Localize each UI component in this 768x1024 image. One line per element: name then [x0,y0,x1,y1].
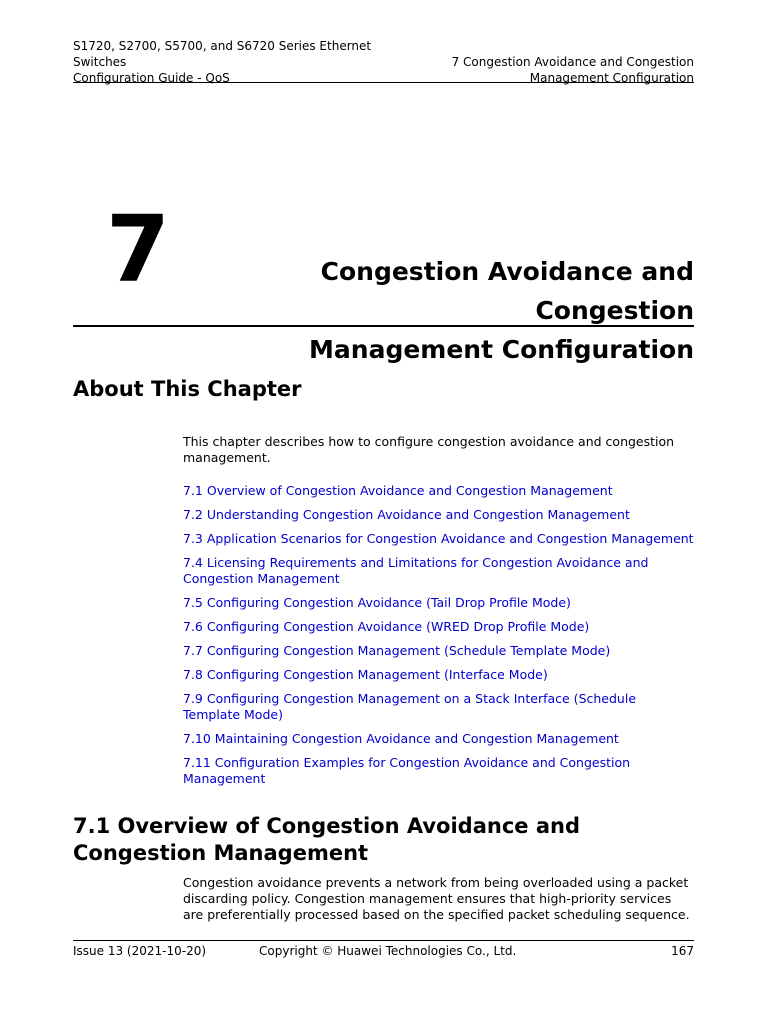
toc-link-7-4[interactable]: 7.4 Licensing Requirements and Limitations for Congestion Avoidance and Congestion Management [183,555,649,586]
about-intro: This chapter describes how to configure congestion avoidance and congestion management. [183,434,675,465]
toc-item [183,595,694,611]
footer-copyright: Copyright © Huawei Technologies Co., Ltd. [259,944,517,958]
toc-link-7-3[interactable]: 7.3 Application Scenarios for Congestion Avoidance and Congestion Management [183,531,694,546]
header-left-line-1: S1720, S2700, S5700, and S6720 Series Ethernet [73,39,372,53]
toc-item [183,555,694,587]
chapter-toc [183,483,694,795]
toc-item [183,643,694,659]
running-header-left [73,38,393,86]
toc-link-7-8[interactable]: 7.8 Configuring Congestion Management (Interface Mode) [183,667,548,682]
header-left-line-2: Switches [73,55,127,69]
toc-link-7-6[interactable]: 7.6 Configuring Congestion Avoidance (WRED Drop Profile Mode) [183,619,590,634]
toc-link-7-2[interactable]: 7.2 Understanding Congestion Avoidance and Congestion Management [183,507,630,522]
header-right-line-2: Management Configuration [529,71,694,85]
toc-link-7-11[interactable]: 7.11 Configuration Examples for Congestion Avoidance and Congestion Management [183,755,631,786]
header-right-line-1: 7 Congestion Avoidance and Congestion [451,55,694,69]
header-left-line-3: Configuration Guide - QoS [73,71,230,85]
toc-link-7-7[interactable]: 7.7 Configuring Congestion Management (Schedule Template Mode) [183,643,611,658]
footer-issue: Issue 13 (2021-10-20) [73,944,207,958]
chapter-title-divider [73,325,694,327]
running-header-right [374,38,694,86]
toc-item [183,731,694,747]
chapter-title [154,252,694,369]
header-divider [73,82,694,83]
toc-item [183,755,694,787]
footer-page-number: 167 [671,944,694,958]
toc-item [183,619,694,635]
about-heading: About This Chapter [73,377,302,401]
section-body-7-1: Congestion avoidance prevents a network from being overloaded using a packet discarding policy. Congestion management ensures that high-priority services are preferentially processed based on the specified packet scheduling sequence. [183,875,690,922]
toc-item [183,691,694,723]
toc-link-7-9[interactable]: 7.9 Configuring Congestion Management on a Stack Interface (Schedule Template Mode) [183,691,637,722]
toc-item [183,531,694,547]
toc-link-7-1[interactable]: 7.1 Overview of Congestion Avoidance and Congestion Management [183,483,613,498]
chapter-title-line-2: Management Configuration [309,335,694,364]
toc-item [183,507,694,523]
toc-item [183,483,694,499]
chapter-number: 7 [106,196,170,303]
toc-link-7-10[interactable]: 7.10 Maintaining Congestion Avoidance and Congestion Management [183,731,619,746]
toc-link-7-5[interactable]: 7.5 Configuring Congestion Avoidance (Tail Drop Profile Mode) [183,595,571,610]
footer-divider [73,940,694,941]
chapter-title-line-1: Congestion Avoidance and Congestion [320,257,694,325]
toc-item [183,667,694,683]
section-heading-7-1: 7.1 Overview of Congestion Avoidance and Congestion Management [73,814,580,865]
